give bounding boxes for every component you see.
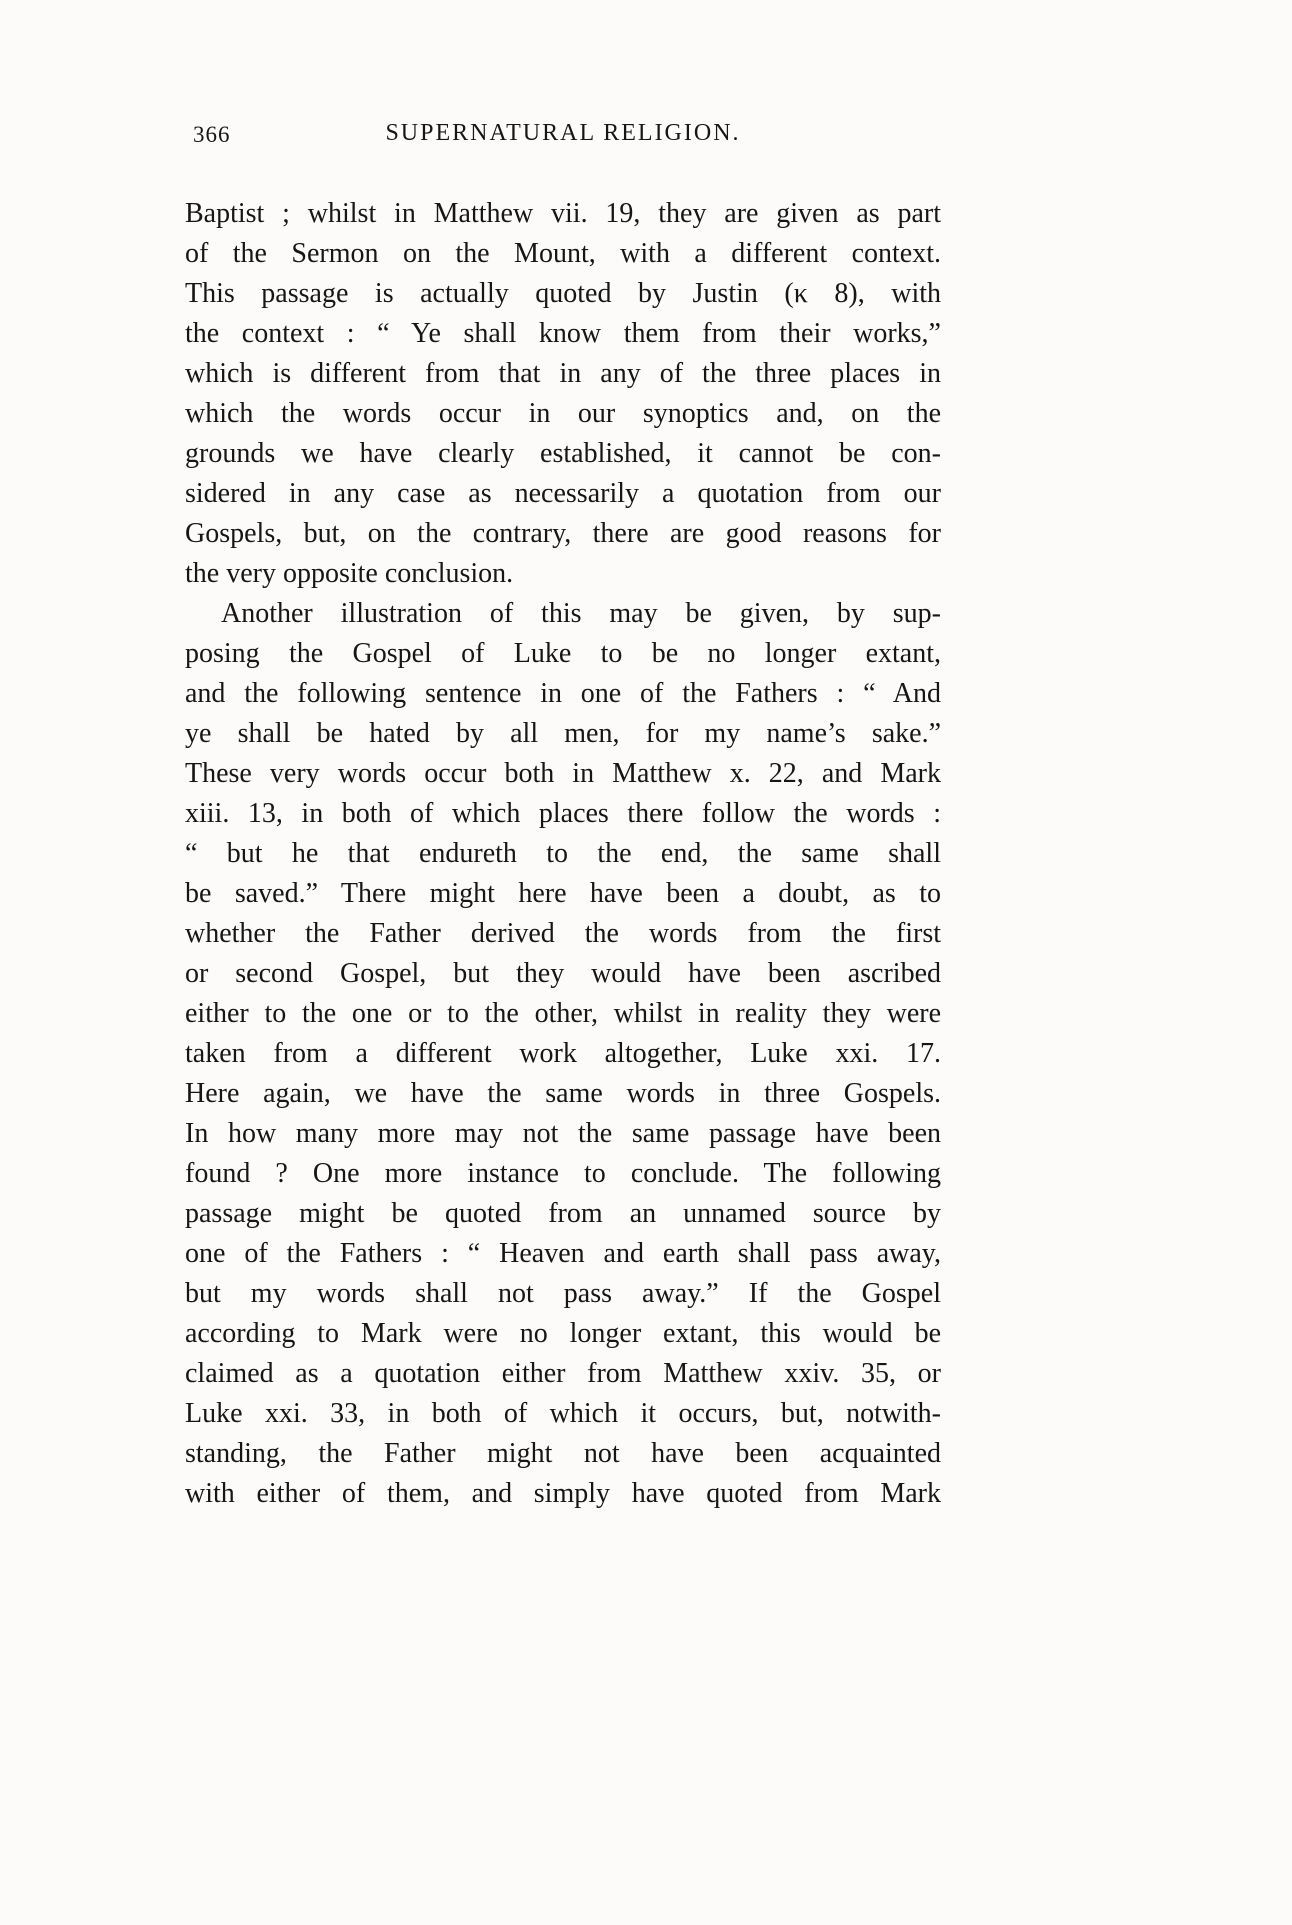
text-line: Here again, we have the same words in three Gospels. xyxy=(185,1078,941,1109)
text-line: taken from a different work altogether, Luke xxi. 17. xyxy=(185,1038,941,1069)
text-line: or second Gospel, but they would have been ascribed xyxy=(185,958,941,989)
text-line: the very opposite conclusion. xyxy=(185,558,514,589)
text-line: with either of them, and simply have quoted from Mark xyxy=(185,1478,941,1509)
text-line: whether the Father derived the words from the first xyxy=(185,918,941,949)
page-number: 366 xyxy=(193,122,231,147)
text-line: which the words occur in our synoptics and, on the xyxy=(185,398,941,429)
running-head xyxy=(185,116,941,160)
text-line: be saved.” There might here have been a doubt, as to xyxy=(185,878,941,909)
text-line: standing, the Father might not have been acquainted xyxy=(185,1438,941,1469)
text-line: “ but he that endureth to the end, the same shall xyxy=(185,838,941,869)
text-line: one of the Fathers : “ Heaven and earth shall pass away, xyxy=(185,1238,941,1269)
text-line: according to Mark were no longer extant, this would be xyxy=(185,1318,941,1349)
page-body xyxy=(185,194,941,1514)
text-line: of the Sermon on the Mount, with a different context. xyxy=(185,238,941,269)
text-line: In how many more may not the same passage have been xyxy=(185,1118,941,1149)
page-header: SUPERNATURAL RELIGION. xyxy=(385,120,741,146)
text-line: These very words occur both in Matthew x. 22, and Mark xyxy=(185,758,941,789)
text-line: grounds we have clearly established, it cannot be con- xyxy=(185,438,941,469)
text-line: Another illustration of this may be given, by sup- xyxy=(221,598,941,629)
book-page xyxy=(185,116,941,1514)
text-line: xiii. 13, in both of which places there follow the words : xyxy=(185,798,941,829)
text-line: sidered in any case as necessarily a quotation from our xyxy=(185,478,941,509)
text-line: and the following sentence in one of the Fathers : “ And xyxy=(185,678,941,709)
text-line: This passage is actually quoted by Justin (κ 8), with xyxy=(185,278,941,309)
text-line: Gospels, but, on the contrary, there are good reasons for xyxy=(185,518,941,549)
text-line: passage might be quoted from an unnamed source by xyxy=(185,1198,941,1229)
text-line: Baptist ; whilst in Matthew vii. 19, they are given as part xyxy=(185,198,941,229)
text-line: ye shall be hated by all men, for my name’s sake.” xyxy=(185,718,941,749)
text-line: but my words shall not pass away.” If the Gospel xyxy=(185,1278,941,1309)
text-line: which is different from that in any of the three places in xyxy=(185,358,941,389)
text-line: either to the one or to the other, whilst in reality they were xyxy=(185,998,941,1029)
text-line: Luke xxi. 33, in both of which it occurs, but, notwith- xyxy=(185,1398,941,1429)
text-line: the context : “ Ye shall know them from their works,” xyxy=(185,318,941,349)
text-line: posing the Gospel of Luke to be no longer extant, xyxy=(185,638,941,669)
text-line: claimed as a quotation either from Matthew xxiv. 35, or xyxy=(185,1358,941,1389)
text-line: found ? One more instance to conclude. The following xyxy=(185,1158,941,1189)
